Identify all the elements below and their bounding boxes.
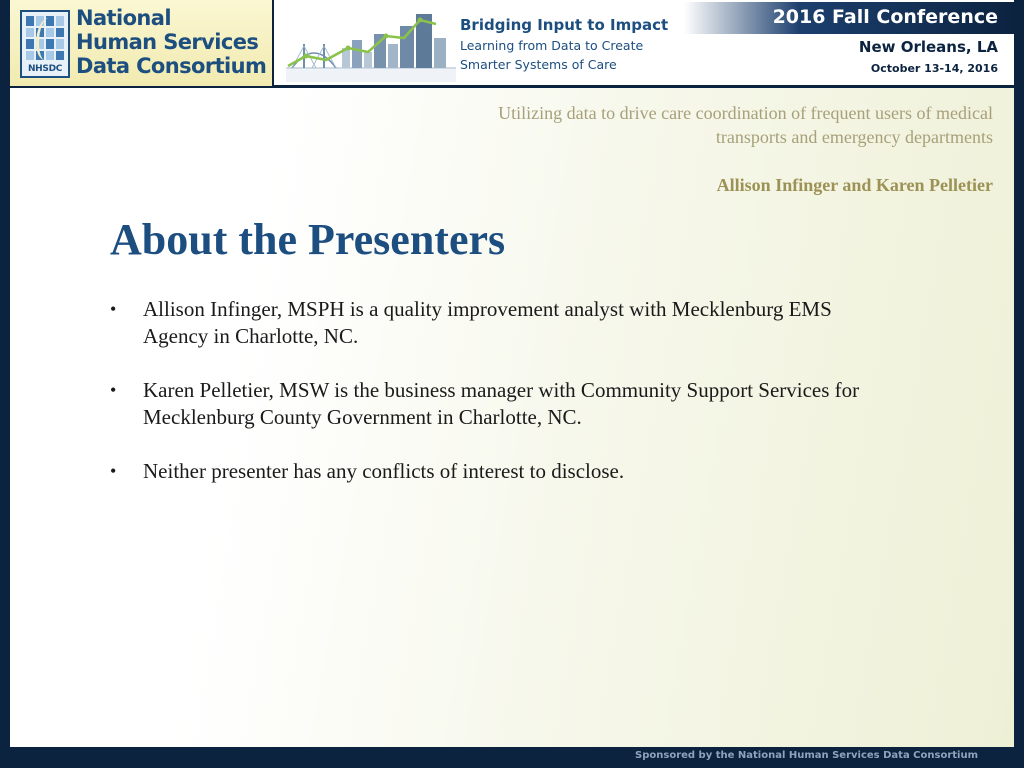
nhsdc-logo-icon <box>20 10 70 78</box>
sponsor-text: Sponsored by the National Human Services Data Consortium <box>635 750 978 761</box>
city-skyline-graphic <box>286 8 456 82</box>
bullet-list <box>110 296 890 512</box>
bullet-marker: • <box>110 299 117 319</box>
bullet-marker: • <box>110 461 117 481</box>
logo-line-3: Data Consortium <box>76 54 267 78</box>
tagline-line-2: Smarter Systems of Care <box>460 57 617 72</box>
nhsdc-logo <box>10 0 274 86</box>
bullet-item <box>110 458 890 485</box>
slide-title: About the Presenters <box>110 215 506 264</box>
logo-line-1: National <box>76 6 171 30</box>
right-frame-border <box>1014 0 1024 768</box>
logo-wordmark <box>76 6 272 78</box>
logo-line-2: Human Services <box>76 30 259 54</box>
bullet-item <box>110 377 890 431</box>
bullet-text: Allison Infinger, MSPH is a quality improvement analyst with Mecklenburg EMS Agency in Charlotte, NC. <box>143 297 832 348</box>
bullet-text: Neither presenter has any conflicts of interest to disclose. <box>143 459 625 483</box>
presenter-names: Allison Infinger and Karen Pelletier <box>716 175 993 195</box>
conference-title-bar <box>684 2 1014 34</box>
tagline-line-1: Learning from Data to Create <box>460 38 644 53</box>
conference-title: 2016 Fall Conference <box>772 6 998 28</box>
bullet-marker: • <box>110 380 117 400</box>
conference-tagline <box>460 14 710 74</box>
left-frame-border <box>0 0 10 768</box>
presentation-subtitle: Utilizing data to drive care coordination of frequent users of medical transports and emergency departments <box>498 103 993 147</box>
conference-city: New Orleans, LA <box>858 38 998 56</box>
conference-header-banner <box>10 0 1014 88</box>
conference-dates: October 13-14, 2016 <box>870 62 998 75</box>
logo-abbreviation: NHSDC <box>27 64 63 74</box>
slide-content <box>10 88 1014 747</box>
tagline-title: Bridging Input to Impact <box>460 16 669 34</box>
bullet-item <box>110 296 890 350</box>
sponsor-footer <box>10 747 1014 768</box>
bullet-text: Karen Pelletier, MSW is the business manager with Community Support Services for Mecklenburg County Government in Charlotte, NC. <box>143 378 860 429</box>
